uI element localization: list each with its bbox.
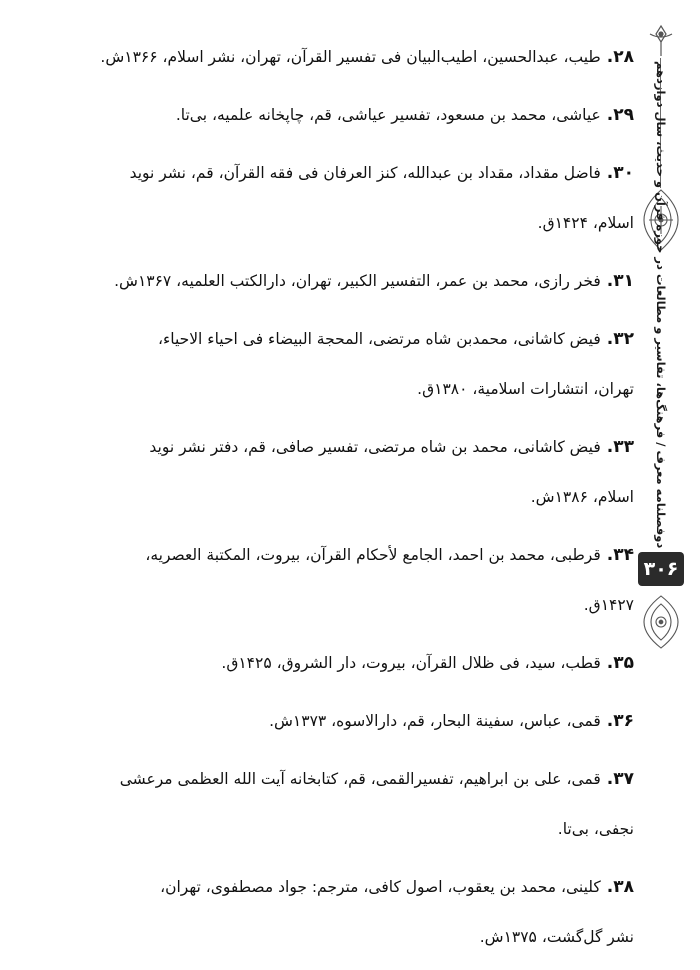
- reference-number: ۳۴.: [606, 545, 634, 565]
- reference-number: ۲۸.: [606, 47, 634, 67]
- reference-line: [66, 638, 634, 688]
- reference-line: [66, 148, 634, 198]
- rosette-ornament-icon: [640, 594, 682, 650]
- reference-number: ۳۵.: [606, 653, 634, 673]
- reference-text: قطب، سید، فی ظلال القرآن، بیروت، دار الشروق، ۱۴۲۵ق.: [221, 654, 601, 672]
- reference-text: قرطبی، محمد بن احمد، الجامع لأحکام القرآن، بیروت، المکتبة العصریه،: [145, 546, 601, 564]
- reference-item: [66, 256, 634, 314]
- reference-line: [66, 256, 634, 306]
- reference-line: [66, 422, 634, 472]
- reference-text: فاضل مقداد، مقداد بن عبدالله، کنز العرفان فی فقه القرآن، قم، نشر نوید: [129, 164, 601, 182]
- reference-number: ۳۸.: [606, 877, 634, 897]
- reference-line-continued: نجفی، بی‌تا.: [557, 820, 634, 838]
- reference-line: [66, 90, 634, 140]
- small-flourish-icon: [640, 24, 682, 58]
- reference-text: فخر رازی، محمد بن عمر، التفسیر الکبیر، تهران، دارالکتب العلمیه، ۱۳۶۷ش.: [114, 272, 601, 290]
- reference-text: طیب، عبدالحسین، اطیب‌البیان فی تفسیر القرآن، تهران، نشر اسلام، ۱۳۶۶ش.: [100, 48, 601, 66]
- reference-line-continued: نشر گل‌گشت، ۱۳۷۵ش.: [479, 928, 634, 946]
- reference-line: [66, 862, 634, 912]
- reference-item: [66, 754, 634, 862]
- reference-line-continued: اسلام، ۱۴۲۴ق.: [537, 214, 634, 232]
- side-margin: [636, 20, 686, 650]
- reference-number: ۲۹.: [606, 105, 634, 125]
- reference-number: ۳۷.: [606, 769, 634, 789]
- reference-line: [66, 530, 634, 580]
- reference-item: [66, 90, 634, 148]
- reference-line-continued: تهران، انتشارات اسلامیة، ۱۳۸۰ق.: [417, 380, 634, 398]
- reference-text: قمی، عباس، سفینة البحار، قم، دارالاسوه، ۱۳۷۳ش.: [269, 712, 601, 730]
- reference-number: ۳۲.: [606, 329, 634, 349]
- page-number-badge: ۳۰۶: [638, 552, 684, 586]
- reference-item: [66, 862, 634, 962]
- reference-item: [66, 314, 634, 422]
- reference-line: [66, 754, 634, 804]
- reference-item: [66, 422, 634, 530]
- reference-text: قمی، علی بن ابراهیم، تفسیرالقمی، قم، کتابخانه آیت الله العظمی مرعشی: [119, 770, 601, 788]
- reference-text: عیاشی، محمد بن مسعود، تفسیر عیاشی، قم، چاپخانه علمیه، بی‌تا.: [175, 106, 601, 124]
- reference-text: کلینی، محمد بن یعقوب، اصول کافی، مترجم: جواد مصطفوی، تهران،: [160, 878, 601, 896]
- reference-number: ۳۱.: [606, 271, 634, 291]
- reference-line-continued: ۱۴۲۷ق.: [583, 596, 634, 614]
- reference-item: [66, 638, 634, 696]
- reference-line: [66, 696, 634, 746]
- reference-number: ۳۳.: [606, 437, 634, 457]
- reference-item: [66, 148, 634, 256]
- reference-line-continued: اسلام، ۱۳۸۶ش.: [530, 488, 634, 506]
- reference-line: [66, 32, 634, 82]
- reference-text: فیض کاشانی، محمد بن شاه مرتضی، تفسیر صافی، قم، دفتر نشر نوید: [149, 438, 601, 456]
- journal-title: دوفصلنامه معرف / فرهنگ‌ها، تفاسیر و مطالعات در حوزه قرآن و حدیث، سال دوازدهم: [654, 60, 668, 548]
- reference-line: [66, 314, 634, 364]
- references-list: [66, 32, 634, 962]
- reference-number: ۳۰.: [606, 163, 634, 183]
- reference-item: [66, 696, 634, 754]
- reference-item: [66, 530, 634, 638]
- reference-text: فیض کاشانی، محمدبن شاه مرتضی، المحجة البیضاء فی احیاء الاحیاء،: [157, 330, 601, 348]
- reference-item: [66, 32, 634, 90]
- reference-number: ۳۶.: [606, 711, 634, 731]
